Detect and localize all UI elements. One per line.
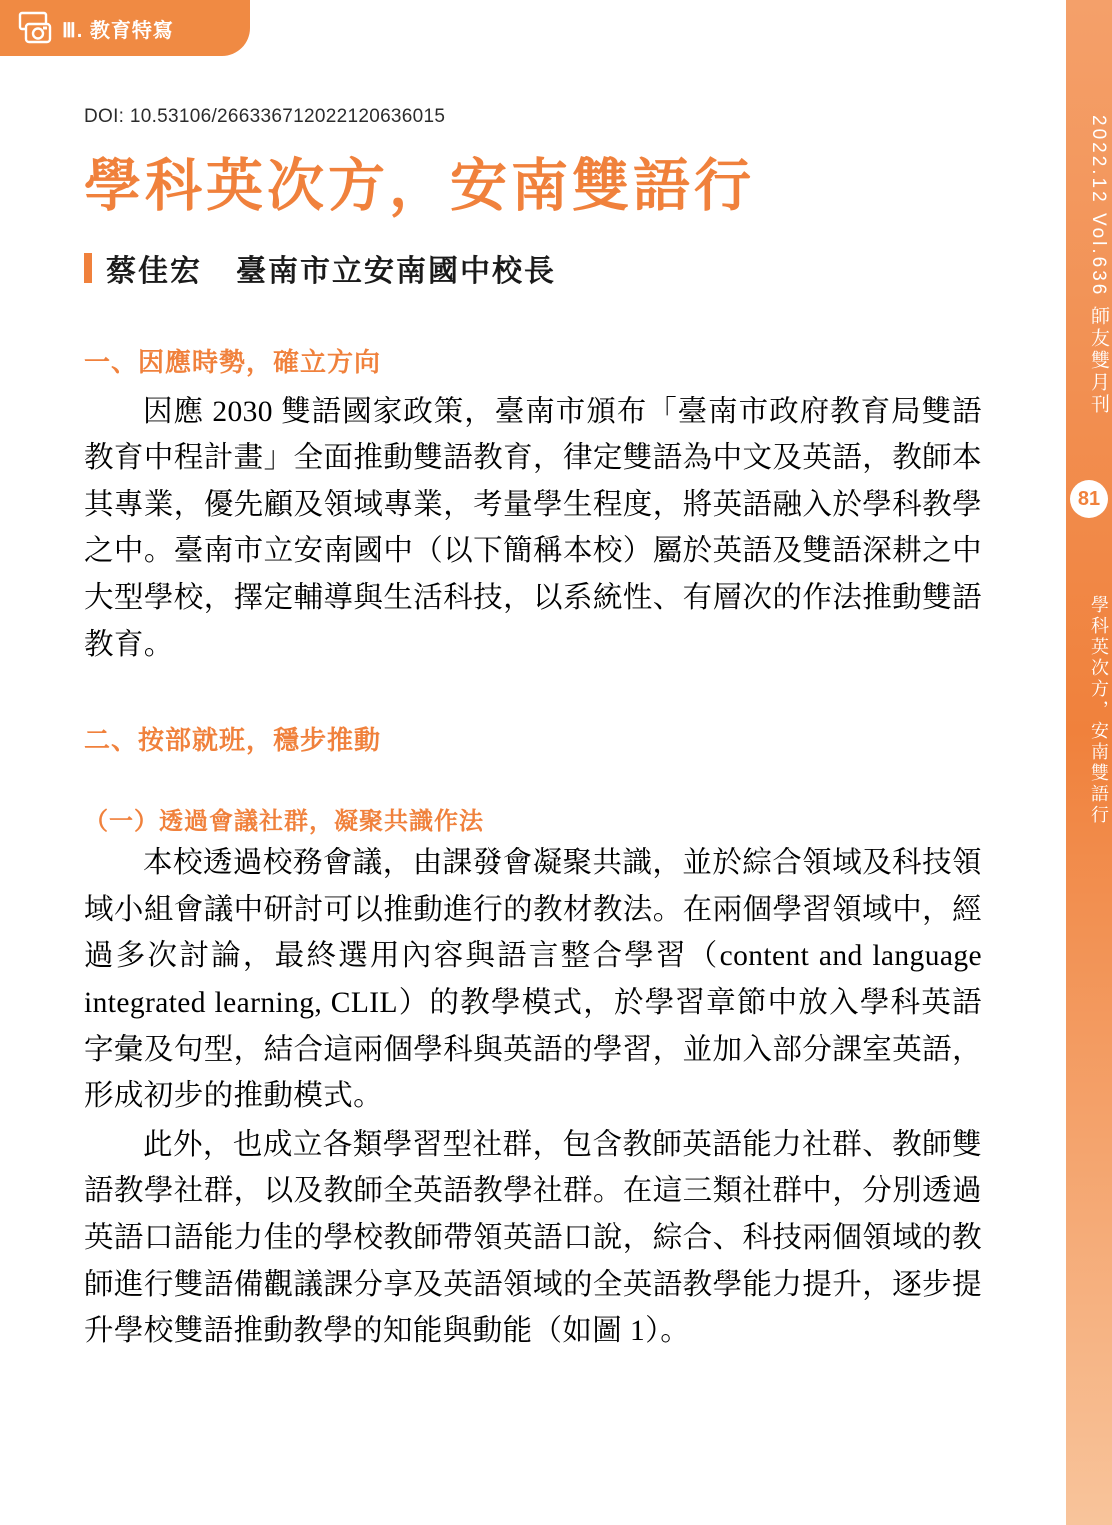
section-heading-2: 二、按部就班，穩步推動 — [84, 725, 382, 756]
page-number: 81 — [1070, 480, 1108, 518]
subsection-heading-2-1: （一）透過會議社群，凝聚共識作法 — [84, 808, 484, 836]
issue-label: 2022.12 Vol.636 師友雙月刊 — [1088, 114, 1109, 416]
page-side-bar — [1066, 0, 1112, 1525]
byline — [84, 246, 982, 290]
paragraph: 因應 2030 雙語國家政策，臺南市頒布「臺南市政府教育局雙語教育中程計畫」全面推動雙語教育，律定雙語為中文及英語，教師本其專業，優先顧及領域專業，考量學生程度，將英語融入於學科教學之中。臺南市立安南國中（以下簡稱本校）屬於英語及雙語深耕之中大型學校，擇定輔導與生活科技，以系統性、有層次的作法推動雙語教育。 — [84, 395, 982, 661]
section-heading-1: 一、因應時勢，確立方向 — [84, 346, 382, 377]
doi-line: DOI: 10.53106/266336712022120636015 — [84, 106, 446, 127]
byline-accent-bar — [84, 253, 92, 283]
section-tab-label: Ⅲ. 教育特寫 — [62, 19, 174, 42]
running-title: 學科英次方，安南雙語行 — [1089, 594, 1109, 826]
page-title: 學科英次方，安南雙語行 — [84, 154, 755, 218]
author-affiliation: 臺南市立安南國中校長 — [236, 254, 556, 288]
paragraph: 此外，也成立各類學習型社群，包含教師英語能力社群、教師雙語教學社群，以及教師全英語教學社群。在這三類社群中，分別透過英語口語能力佳的學校教師帶領英語口說，綜合、科技兩個領域的教師進行雙語備觀議課分享及英語領域的全英語教學能力提升，逐步提升學校雙語推動教學的知能與動能（如圖 1）。 — [84, 1128, 982, 1348]
author-name: 蔡佳宏 — [106, 254, 202, 288]
paragraph: 本校透過校務會議，由課發會凝聚共識，並於綜合領域及科技領域小組會議中研討可以推動進行的教材教法。在兩個學習領域中，經過多次討論，最終選用內容與語言整合學習（content and language integrated learning, CLIL）的教學模式，於學習章節中放入學科英語字彙及句型，結合這兩個學科與英語的學習，並加入部分課室英語，形成初步的推動模式。 — [84, 847, 982, 1113]
